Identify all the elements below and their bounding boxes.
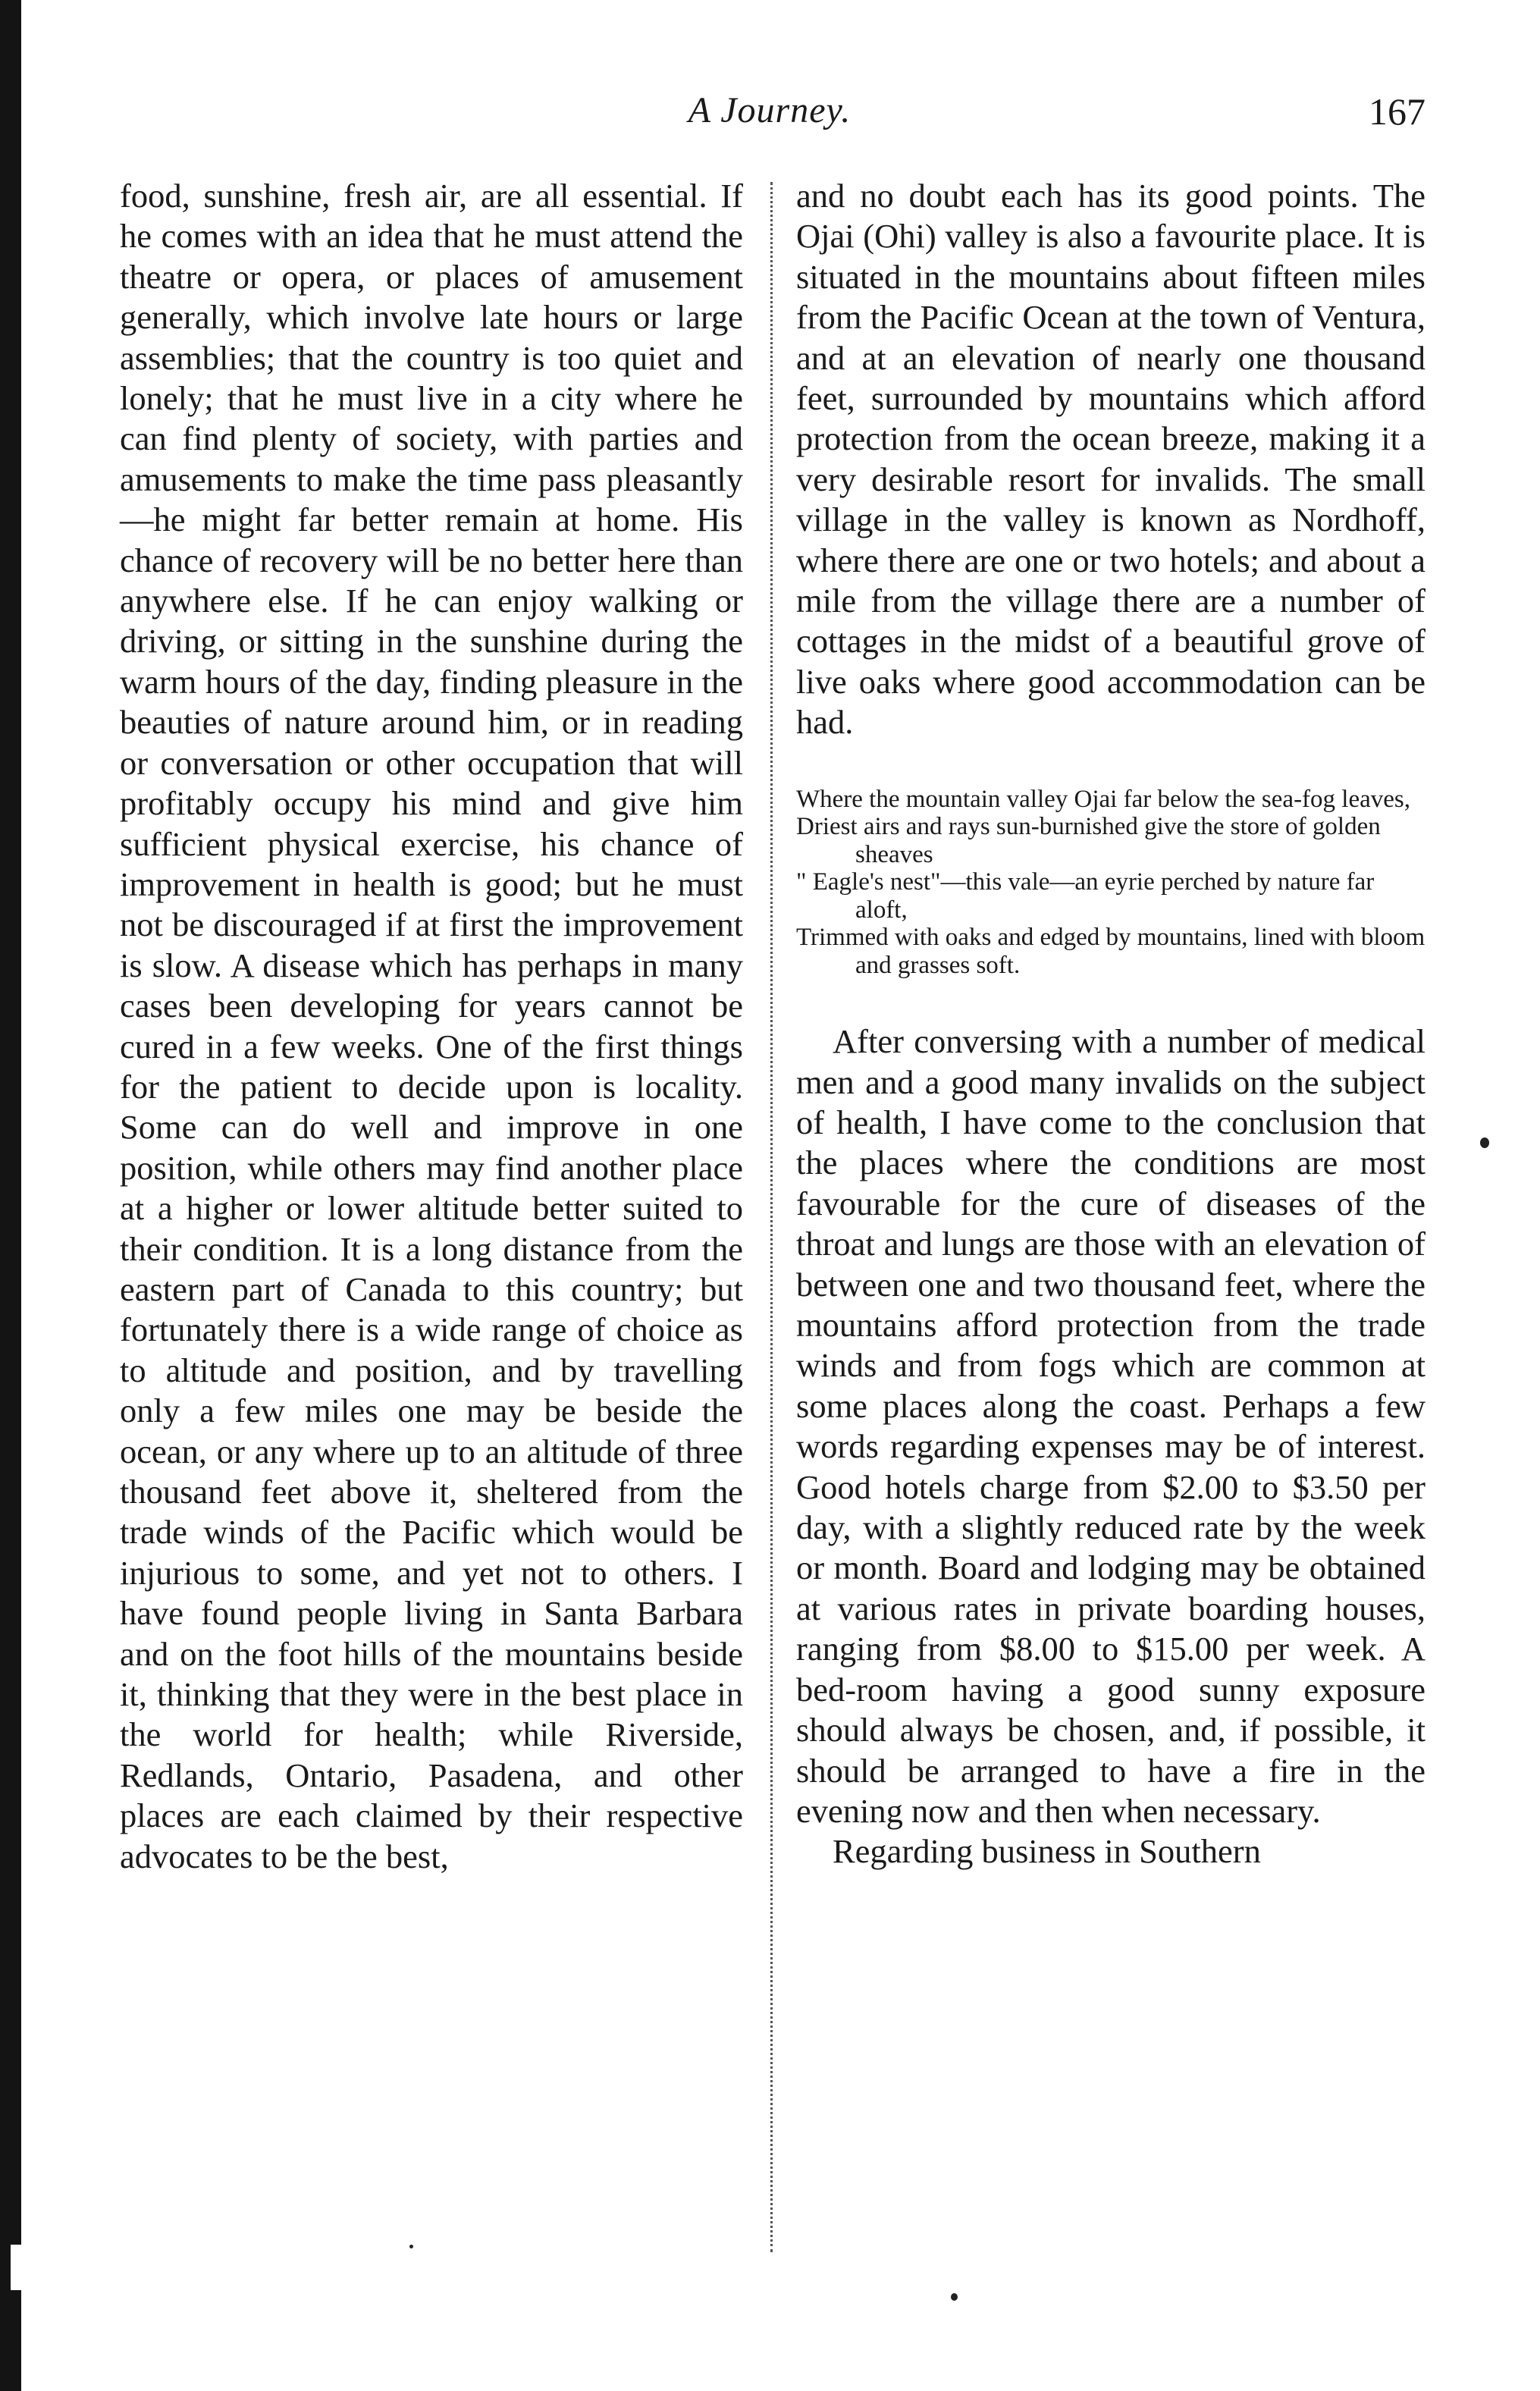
poem-line-2: Driest airs and rays sun-burnished give the store of golden sheaves bbox=[796, 813, 1381, 868]
ink-speck bbox=[1480, 1137, 1489, 1148]
poem-line-1: Where the mountain valley Ojai far below the sea-fog leaves, bbox=[796, 785, 1410, 813]
poem-line-4: Trimmed with oaks and edged by mountains, lined with bloom and grasses soft. bbox=[796, 924, 1426, 979]
running-head bbox=[114, 89, 1426, 143]
poem-line-3: " Eagle's nest"—this vale—an eyrie perched by nature far aloft, bbox=[796, 868, 1375, 924]
right-paragraph-2: After conversing with a number of medical men and a good many invalids on the subject of health, I have come to the conclusion that the places where the conditions are most favourable for the cure of diseases of the throat and lungs are those with an elevation of between one and two thousand feet, where the mountains afford protection from the trade winds and from fogs which are common at some places along the coast. Perhaps a few words regarding expenses may be of interest. Good hotels charge from $2.00 to $3.50 per day, with a slightly reduced rate by the week or month. Board and lodging may be obtained at various rates in private boarding houses, ranging from $8.00 to $15.00 per week. A bed-room having a good sunny exposure should always be chosen, and, if possible, it should be arranged to have a fire in the evening now and then when necessary. bbox=[796, 1022, 1426, 1830]
column-rule bbox=[770, 182, 773, 2252]
ink-speck bbox=[409, 2245, 413, 2248]
right-paragraph-3: Regarding business in Southern bbox=[833, 1832, 1261, 1871]
right-column bbox=[796, 176, 1426, 1872]
left-paragraph: food, sunshine, fresh air, are all essential. If he comes with an idea that he must attend the theatre or opera, or places of amusement generally, which involve late hours or large assemblies; that the country is too quiet and lonely; that he must live in a city where he can find plenty of society, with parties and amusements to make the time pass pleasantly—he might far better remain at home. His chance of recovery will be no better here than anywhere else. If he can enjoy walking or driving, or sitting in the sunshine during the warm hours of the day, finding pleasure in the beauties of nature around him, or in reading or conversation or other occupation that will profitably occupy his mind and give him sufficient physical exercise, his chance of improvement in health is good; but he must not be discouraged if at first the improvement is slow. A disease which has perhaps in many cases been developing for years cannot be cured in a few weeks. One of the first things for the patient to decide upon is locality. Some can do well and improve in one position, while others may find another place at a higher or lower altitude better suited to their condition. It is a long distance from the eastern part of Canada to this country; but fortunately there is a wide range of choice as to altitude and position, and by travelling only a few miles one may be beside the ocean, or any where up to an altitude of three thousand feet above it, sheltered from the trade winds of the Pacific which would be injurious to some, and yet not to others. I have found people living in Santa Barbara and on the foot hills of the mountains beside it, thinking that they were in the best place in the world for health; while Riverside, Redlands, Ontario, Pasadena, and other places are each claimed by their respective advocates to be the best, bbox=[120, 177, 743, 1875]
binding-edge-gap bbox=[11, 2245, 21, 2290]
page-number: 167 bbox=[1369, 90, 1426, 133]
running-title: A Journey. bbox=[688, 90, 852, 130]
poem-stanza bbox=[796, 786, 1426, 980]
left-column bbox=[120, 176, 743, 1877]
right-paragraph-1: and no doubt each has its good points. The Ojai (Ohi) valley is also a favourite place. It is situated in the mountains about fifteen miles from the Pacific Ocean at the town of Ventura, and at an elevation of nearly one thousand feet, surrounded by mountains which afford protection from the ocean breeze, making it a very desirable resort for invalids. The small village in the valley is known as Nordhoff, where there are one or two hotels; and about a mile from the village there are a number of cottages in the midst of a beautiful grove of live oaks where good accommodation can be had. bbox=[796, 177, 1426, 742]
binding-edge bbox=[0, 0, 21, 2391]
ink-speck bbox=[951, 2293, 958, 2301]
